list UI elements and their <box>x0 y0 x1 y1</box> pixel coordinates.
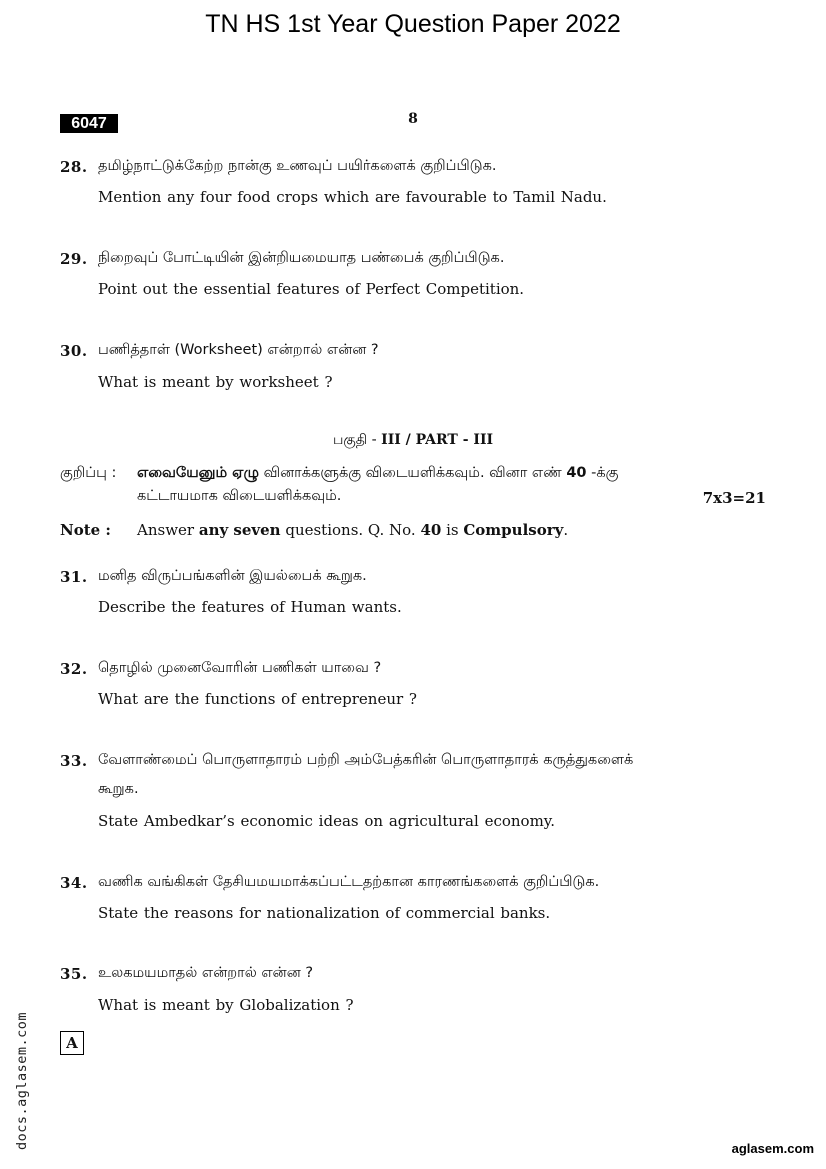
note-is: is <box>441 521 464 539</box>
paper-code-badge: 6047 <box>60 114 118 133</box>
note-qnum: 40 <box>420 521 442 539</box>
question-text-english: Mention any four food crops which are favourable to Tamil Nadu. <box>98 188 607 206</box>
question-number: 31. <box>60 568 88 586</box>
question-number: 32. <box>60 660 88 678</box>
question-text-tamil: தமிழ்நாட்டுக்கேற்ற நான்கு உணவுப் பயிர்களைக் குறிப்பிடுக. <box>98 158 497 174</box>
note-text <box>137 521 568 539</box>
section-heading <box>0 432 826 450</box>
note-mid: questions. Q. No. <box>280 521 421 539</box>
question-text-tamil: வணிக வங்கிகள் தேசியமயமாக்கப்பட்டதற்கான காரணங்களைக் குறிப்பிடுக. <box>98 874 600 890</box>
instruction-qnum: 40 <box>566 465 587 481</box>
section-heading-english: III / PART - III <box>381 432 494 448</box>
instruction-bold-tamil: எவையேனும் ஏழு <box>137 465 259 481</box>
question-number: 29. <box>60 250 88 268</box>
instruction-line1-end: -க்கு <box>586 465 619 481</box>
note-label: Note : <box>60 521 111 539</box>
question-number: 35. <box>60 965 88 983</box>
footer-brand[interactable]: aglasem.com <box>731 1141 814 1156</box>
question-text-english: State the reasons for nationalization of commercial banks. <box>98 904 551 922</box>
question-text-tamil: தொழில் முனைவோரின் பணிகள் யாவை ? <box>98 660 382 676</box>
question-text-english: What is meant by Globalization ? <box>98 996 354 1014</box>
question-text-english: State Ambedkar’s economic ideas on agricultural economy. <box>98 812 556 830</box>
note-end: . <box>563 521 569 539</box>
question-number: 34. <box>60 874 88 892</box>
instruction-line1-tamil <box>137 465 618 483</box>
question-number: 30. <box>60 342 88 360</box>
question-text-tamil: உலகமயமாதல் என்றால் என்ன ? <box>98 965 314 981</box>
section-letter-box: A <box>60 1031 84 1055</box>
question-number: 33. <box>60 752 88 770</box>
side-watermark: docs.aglasem.com <box>14 1011 30 1150</box>
section-heading-separator: - <box>367 432 382 448</box>
marks-allocation: 7x3=21 <box>702 489 766 507</box>
question-text-english: Point out the essential features of Perfect Competition. <box>98 280 525 298</box>
instruction-line1-rest: வினாக்களுக்கு விடையளிக்கவும். வினா எண் <box>258 465 567 481</box>
section-heading-tamil: பகுதி <box>332 432 368 448</box>
instruction-label-tamil: குறிப்பு : <box>60 465 117 481</box>
instruction-line2-tamil: கட்டாயமாக விடையளிக்கவும். <box>137 488 342 504</box>
question-text-tamil-cont: கூறுக. <box>98 781 139 797</box>
page-title: TN HS 1st Year Question Paper 2022 <box>205 10 621 38</box>
note-compulsory: Compulsory <box>463 521 564 539</box>
question-text-english: What is meant by worksheet ? <box>98 373 333 391</box>
question-text-english: What are the functions of entrepreneur ? <box>98 690 417 708</box>
page-number: 8 <box>408 111 418 127</box>
question-text-tamil: நிறைவுப் போட்டியின் இன்றியமையாத பண்பைக் குறிப்பிடுக. <box>98 250 505 266</box>
question-number: 28. <box>60 158 88 176</box>
question-text-tamil: வேளாண்மைப் பொருளாதாரம் பற்றி அம்பேத்கரின் பொருளாதாரக் கருத்துகளைக் <box>98 752 634 768</box>
note-pre: Answer <box>137 521 199 539</box>
note-any-seven: any seven <box>198 521 281 539</box>
question-text-tamil: மனித விருப்பங்களின் இயல்பைக் கூறுக. <box>98 568 367 584</box>
question-text-tamil: பணித்தாள் (Worksheet) என்றால் என்ன ? <box>98 342 379 358</box>
question-text-english: Describe the features of Human wants. <box>98 598 402 616</box>
